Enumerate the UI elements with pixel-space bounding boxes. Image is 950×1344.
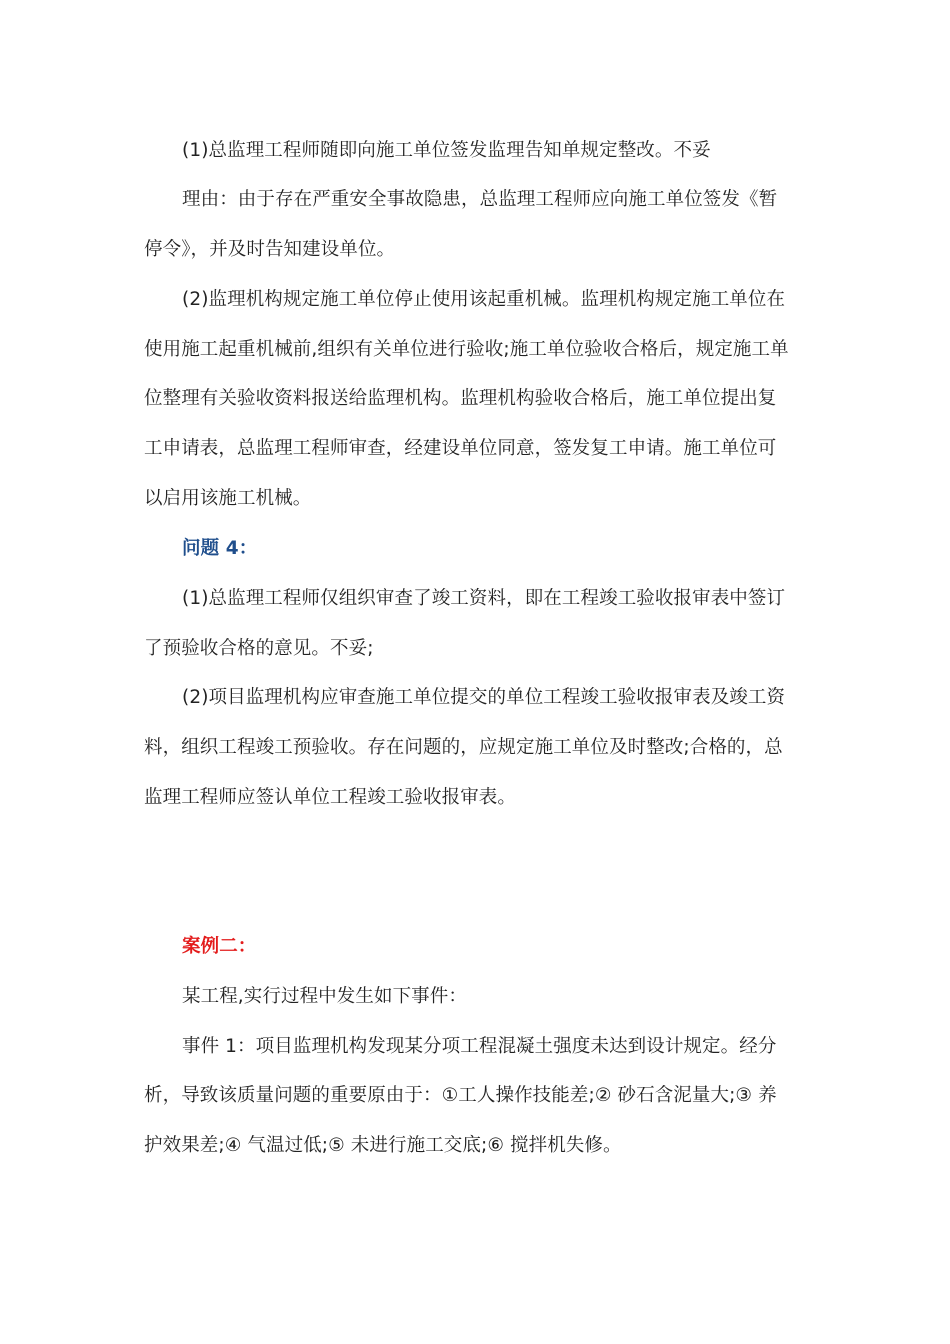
paragraph-line: 位整理有关验收资料报送给监理机构。监理机构验收合格后，施工单位提出复 [144, 388, 777, 409]
paragraph-line: 工申请表，总监理工程师审查，经建设单位同意，签发复工申请。施工单位可 [144, 438, 777, 459]
paragraph-line: 析，导致该质量问题的重要原由于：①工人操作技能差;② 砂石含泥量大;③ 养 [144, 1085, 777, 1106]
paragraph-line: (1)总监理工程师仅组织审查了竣工资料，即在工程竣工验收报审表中签订 [182, 588, 786, 609]
case-heading: 案例二： [182, 936, 257, 957]
paragraph-line: (2)监理机构规定施工单位停止使用该起重机械。监理机构规定施工单位在 [182, 289, 786, 310]
question-heading: 问题 4： [182, 538, 258, 559]
paragraph-line: 停令》，并及时告知建设单位。 [144, 239, 396, 260]
paragraph-line: (2)项目监理机构应审查施工单位提交的单位工程竣工验收报审表及竣工资 [182, 687, 786, 708]
paragraph-line: 监理工程师应签认单位工程竣工验收报审表。 [144, 787, 517, 808]
paragraph-line: 事件 1：项目监理机构发现某分项工程混凝土强度未达到设计规定。经分 [182, 1036, 777, 1057]
paragraph-line: 护效果差;④ 气温过低;⑤ 未进行施工交底;⑥ 搅拌机失修。 [144, 1135, 622, 1156]
paragraph-line: 以启用该施工机械。 [144, 488, 312, 509]
paragraph-line: 了预验收合格的意见。不妥; [144, 638, 374, 659]
paragraph-line: 某工程,实行过程中发生如下事件： [182, 986, 467, 1007]
paragraph-line: 理由：由于存在严重安全事故隐患，总监理工程师应向施工单位签发《暂 [182, 189, 778, 210]
paragraph-line: (1)总监理工程师随即向施工单位签发监理告知单规定整改。不妥 [182, 140, 711, 161]
paragraph-line: 料，组织工程竣工预验收。存在问题的，应规定施工单位及时整改;合格的，总 [144, 737, 783, 758]
paragraph-line: 使用施工起重机械前,组织有关单位进行验收;施工单位验收合格后，规定施工单 [144, 339, 789, 360]
